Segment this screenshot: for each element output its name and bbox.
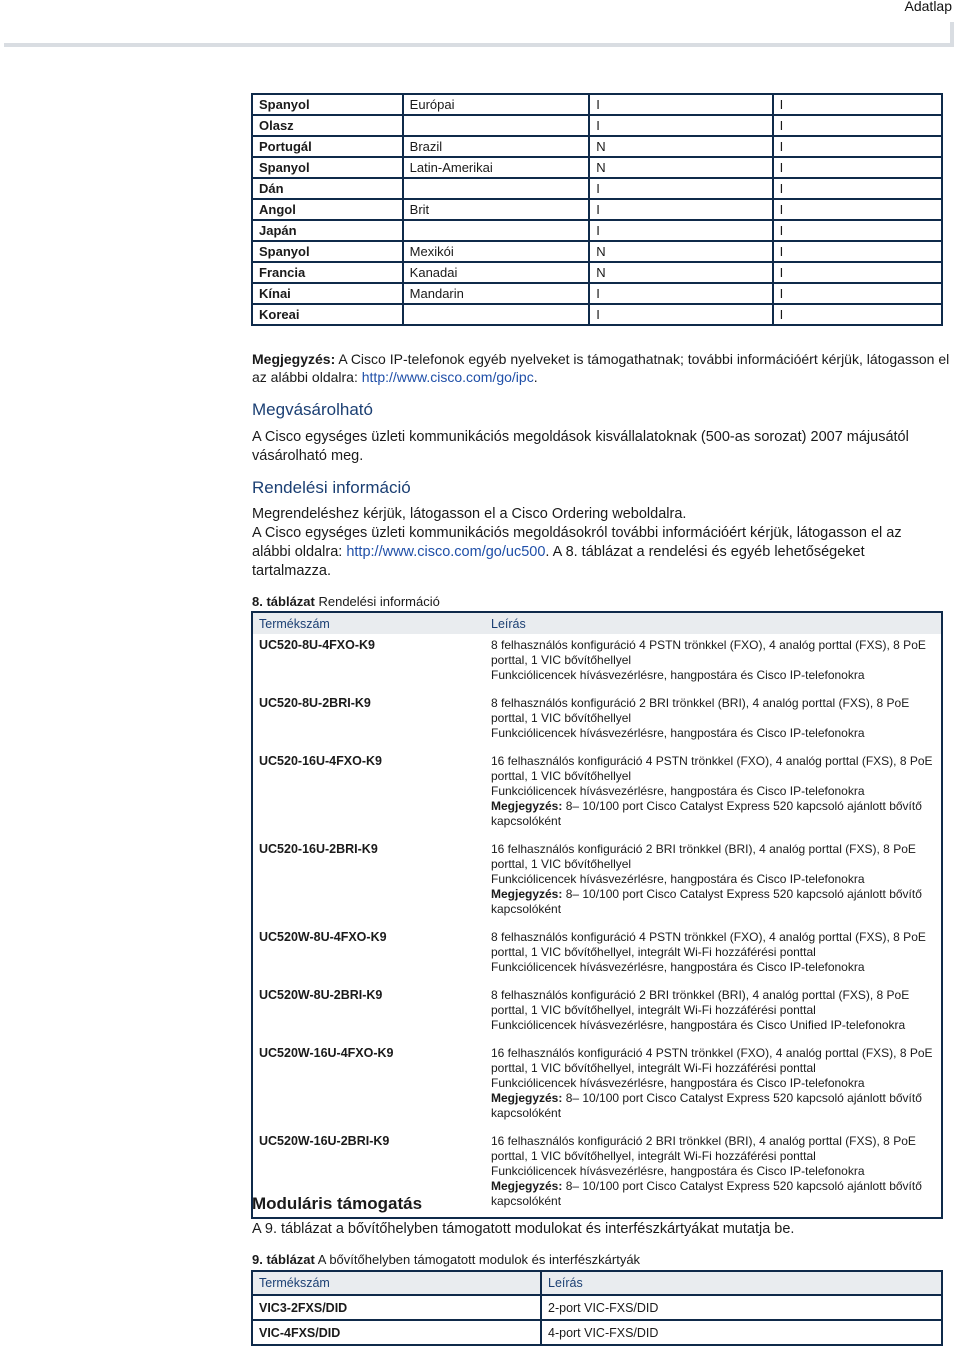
description-licenses: Funkciólicencek hívásvezérlésre, hangpostára és Cisco IP-telefonokra xyxy=(491,1164,865,1178)
language-cell: I xyxy=(773,220,942,241)
language-cell: I xyxy=(773,115,942,136)
table-row xyxy=(252,94,942,115)
description-licenses: Funkciólicencek hívásvezérlésre, hangpostára és Cisco IP-telefonokra xyxy=(491,726,865,740)
language-cell: I xyxy=(773,241,942,262)
table-row xyxy=(252,136,942,157)
availability-heading: Megvásárolható xyxy=(252,400,373,419)
table-row xyxy=(252,283,942,304)
product-number: UC520-8U-4FXO-K9 xyxy=(259,638,376,652)
language-cell: I xyxy=(773,178,942,199)
product-description xyxy=(485,750,942,838)
uc500-link[interactable]: http://www.cisco.com/go/uc500 xyxy=(346,544,546,560)
product-description xyxy=(485,1130,942,1219)
description-note xyxy=(491,799,935,829)
language-cell: I xyxy=(589,304,772,325)
note-end: . xyxy=(533,369,538,385)
table-row xyxy=(252,926,942,984)
language-cell: N xyxy=(589,262,772,283)
language-cell: I xyxy=(773,157,942,178)
language-cell: Kanadai xyxy=(403,262,590,283)
language-cell: Japán xyxy=(252,220,403,241)
table9-caption-rest: A bővítőhelyben támogatott modulok és interfészkártyák xyxy=(314,1252,641,1267)
modular-heading: Moduláris támogatás xyxy=(252,1194,423,1213)
table9-caption xyxy=(252,1252,640,1267)
language-cell xyxy=(403,178,590,199)
table-row xyxy=(252,304,942,325)
note-text: 8– 10/100 port Cisco Catalyst Express 520 kapcsoló ajánlott bővítő kapcsolóként xyxy=(491,1091,922,1120)
description-config: 16 felhasználós konfiguráció 2 BRI trönkkel (BRI), 4 analóg porttal (FXS), 8 PoE porttal, 1 VIC bővítőhellyel xyxy=(491,842,916,871)
language-cell: Koreai xyxy=(252,304,403,325)
language-cell: Brit xyxy=(403,199,590,220)
description-config: 16 felhasználós konfiguráció 2 BRI trönkkel (BRI), 4 analóg porttal (FXS), 8 PoE porttal, 1 VIC bővítőhellyel, integrált Wi-Fi hozzáférési ponttal xyxy=(491,1134,916,1163)
table-row xyxy=(252,178,942,199)
language-cell: Olasz xyxy=(252,115,403,136)
description-licenses: Funkciólicencek hívásvezérlésre, hangpostára és Cisco IP-telefonokra xyxy=(491,872,865,886)
description-licenses: Funkciólicencek hívásvezérlésre, hangpostára és Cisco IP-telefonokra xyxy=(491,784,865,798)
language-cell: I xyxy=(773,136,942,157)
note-bold: Megjegyzés: xyxy=(491,1091,563,1105)
language-cell: N xyxy=(589,241,772,262)
table-row xyxy=(252,634,942,692)
product-number: UC520W-16U-4FXO-K9 xyxy=(259,1046,394,1060)
description-config: 16 felhasználós konfiguráció 4 PSTN trönkkel (FXO), 4 analóg porttal (FXS), 8 PoE porttal, 1 VIC bővítőhellyel xyxy=(491,754,933,783)
language-cell: Kínai xyxy=(252,283,403,304)
language-cell: Dán xyxy=(252,178,403,199)
language-cell: I xyxy=(589,178,772,199)
module-description: 2-port VIC-FXS/DID xyxy=(541,1295,942,1320)
product-description xyxy=(485,984,942,1042)
table-row xyxy=(252,1295,942,1320)
language-cell: I xyxy=(589,283,772,304)
language-cell: N xyxy=(589,136,772,157)
ordering-line2 xyxy=(252,524,942,581)
table-row xyxy=(252,262,942,283)
product-description xyxy=(485,1042,942,1130)
table-row xyxy=(252,838,942,926)
language-cell: Mexikói xyxy=(403,241,590,262)
mod-col-description: Leírás xyxy=(541,1271,942,1295)
table-row xyxy=(252,157,942,178)
language-cell: Spanyol xyxy=(252,241,403,262)
language-table xyxy=(251,93,943,326)
language-cell: Latin-Amerikai xyxy=(403,157,590,178)
description-config: 8 felhasználós konfiguráció 2 BRI trönkkel (BRI), 4 analóg porttal (FXS), 8 PoE porttal, 1 VIC bővítőhellyel, integrált Wi-Fi hozzáférési ponttal xyxy=(491,988,910,1017)
note-text: 8– 10/100 port Cisco Catalyst Express 520 kapcsoló ajánlott bővítő kapcsolóként xyxy=(491,1179,922,1208)
description-note xyxy=(491,1179,935,1209)
language-cell: Angol xyxy=(252,199,403,220)
language-cell: Brazil xyxy=(403,136,590,157)
ordering-line1: Megrendeléshez kérjük, látogasson el a Cisco Ordering weboldalra. xyxy=(252,506,687,522)
language-cell: I xyxy=(773,283,942,304)
col-description: Leírás xyxy=(485,612,942,634)
table9-caption-bold: 9. táblázat xyxy=(252,1252,315,1267)
module-product-number: VIC3-2FXS/DID xyxy=(252,1295,541,1320)
table-row xyxy=(252,199,942,220)
language-cell: Spanyol xyxy=(252,157,403,178)
table8-caption xyxy=(252,594,440,609)
description-licenses: Funkciólicencek hívásvezérlésre, hangpostára és Cisco IP-telefonokra xyxy=(491,960,865,974)
description-licenses: Funkciólicencek hívásvezérlésre, hangpostára és Cisco IP-telefonokra xyxy=(491,1076,865,1090)
table-row xyxy=(252,241,942,262)
product-description xyxy=(485,838,942,926)
product-number: UC520-8U-2BRI-K9 xyxy=(259,696,371,710)
table-row xyxy=(252,750,942,838)
description-config: 16 felhasználós konfiguráció 4 PSTN trönkkel (FXO), 4 analóg porttal (FXS), 8 PoE porttal, 1 VIC bővítőhellyel, integrált Wi-Fi hozzáférési ponttal xyxy=(491,1046,933,1075)
note-bold: Megjegyzés: xyxy=(491,887,563,901)
product-description xyxy=(485,926,942,984)
table-row xyxy=(252,984,942,1042)
product-number: UC520W-8U-4FXO-K9 xyxy=(259,930,387,944)
table-row xyxy=(252,692,942,750)
language-cell xyxy=(403,115,590,136)
note-bold: Megjegyzés: xyxy=(491,799,563,813)
language-cell xyxy=(403,220,590,241)
note-text: 8– 10/100 port Cisco Catalyst Express 520 kapcsoló ajánlott bővítő kapcsolóként xyxy=(491,887,922,916)
description-licenses: Funkciólicencek hívásvezérlésre, hangpostára és Cisco Unified IP-telefonokra xyxy=(491,1018,906,1032)
note-bold: Megjegyzés: xyxy=(491,1179,563,1193)
ordering-text xyxy=(252,505,942,581)
language-cell: I xyxy=(773,94,942,115)
ordering-line2a: A Cisco egységes üzleti kommunikációs megoldásokról további információért kérjük, látogasson el az alábbi oldalra: xyxy=(252,525,902,560)
mod-col-product-number: Termékszám xyxy=(252,1271,541,1295)
description-licenses: Funkciólicencek hívásvezérlésre, hangpostára és Cisco IP-telefonokra xyxy=(491,668,865,682)
page-header xyxy=(0,0,960,50)
language-cell: I xyxy=(773,304,942,325)
header-label: Adatlap xyxy=(904,0,952,14)
language-cell: Francia xyxy=(252,262,403,283)
language-cell: Portugál xyxy=(252,136,403,157)
ipc-link[interactable]: http://www.cisco.com/go/ipc xyxy=(361,369,534,385)
table-row xyxy=(252,115,942,136)
description-config: 8 felhasználós konfiguráció 4 PSTN trönkkel (FXO), 4 analóg porttal (FXS), 8 PoE porttal, 1 VIC bővítőhellyel, integrált Wi-Fi hozzáférési ponttal xyxy=(491,930,926,959)
note-text: 8– 10/100 port Cisco Catalyst Express 520 kapcsoló ajánlott bővítő kapcsolóként xyxy=(491,799,922,828)
product-description xyxy=(485,692,942,750)
language-cell: I xyxy=(773,199,942,220)
table-row xyxy=(252,1042,942,1130)
language-cell: I xyxy=(589,220,772,241)
availability-text: A Cisco egységes üzleti kommunikációs megoldások kisvállalatoknak (500-as sorozat) 2007 májusától vásárolható meg. xyxy=(252,429,909,464)
ordering-line2b: . A 8. táblázat a rendelési és egyéb lehetőségeket tartalmazza. xyxy=(252,544,865,579)
description-config: 8 felhasználós konfiguráció 4 PSTN trönkkel (FXO), 4 analóg porttal (FXS), 8 PoE porttal, 1 VIC bővítőhellyel xyxy=(491,638,926,667)
ordering-table xyxy=(251,611,943,1219)
module-table xyxy=(251,1270,943,1346)
language-cell xyxy=(403,304,590,325)
language-cell: I xyxy=(589,199,772,220)
ordering-heading: Rendelési információ xyxy=(252,478,411,497)
language-cell: Spanyol xyxy=(252,94,403,115)
language-cell: I xyxy=(773,262,942,283)
language-cell: I xyxy=(589,115,772,136)
description-note xyxy=(491,1091,935,1121)
language-cell: Mandarin xyxy=(403,283,590,304)
language-note xyxy=(252,350,952,386)
modular-text: A 9. táblázat a bővítőhelyben támogatott modulokat és interfészkártyákat mutatja be. xyxy=(252,1221,795,1237)
table8-caption-bold: 8. táblázat xyxy=(252,594,315,609)
product-number: UC520W-8U-2BRI-K9 xyxy=(259,988,383,1002)
table8-caption-rest: Rendelési információ xyxy=(314,594,440,609)
description-note xyxy=(491,887,935,917)
module-description: 4-port VIC-FXS/DID xyxy=(541,1320,942,1345)
product-number: UC520W-16U-2BRI-K9 xyxy=(259,1134,390,1148)
header-rule xyxy=(4,22,954,47)
col-product-number: Termékszám xyxy=(252,612,485,634)
language-cell: N xyxy=(589,157,772,178)
note-text: A Cisco IP-telefonok egyéb nyelveket is támogathatnak; további információért kérjük, látogasson el az alábbi oldalra: xyxy=(252,351,950,385)
description-config: 8 felhasználós konfiguráció 2 BRI trönkkel (BRI), 4 analóg porttal (FXS), 8 PoE porttal, 1 VIC bővítőhellyel xyxy=(491,696,910,725)
language-cell: I xyxy=(589,94,772,115)
note-bold: Megjegyzés: xyxy=(252,351,336,367)
language-cell: Európai xyxy=(403,94,590,115)
table-row xyxy=(252,1320,942,1345)
product-description xyxy=(485,634,942,692)
product-number: UC520-16U-4FXO-K9 xyxy=(259,754,382,768)
table-row xyxy=(252,220,942,241)
product-number: UC520-16U-2BRI-K9 xyxy=(259,842,378,856)
module-product-number: VIC-4FXS/DID xyxy=(252,1320,541,1345)
